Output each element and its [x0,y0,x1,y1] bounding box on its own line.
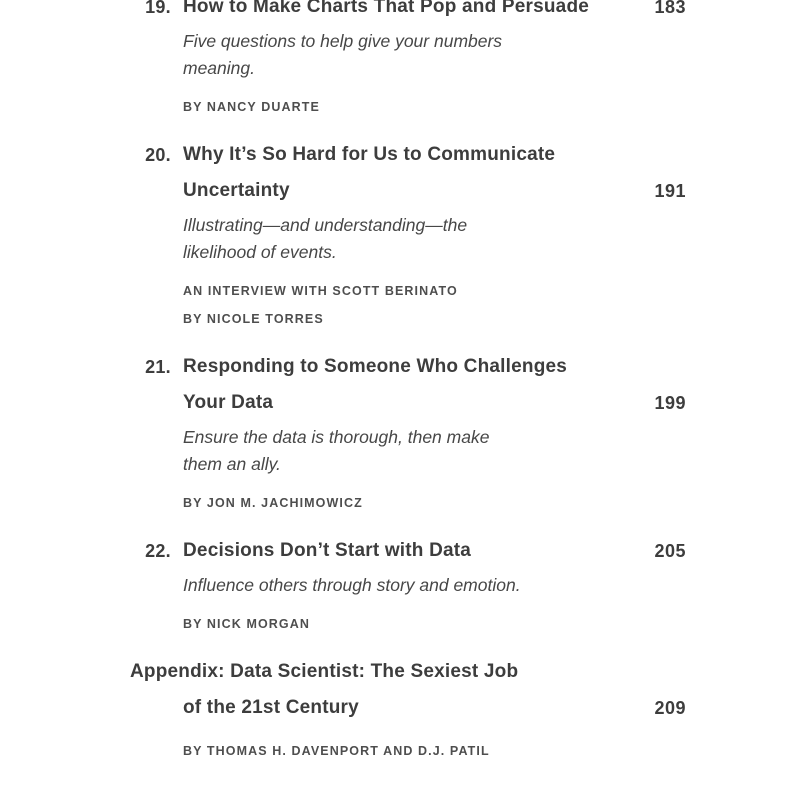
chapter-subtitle [183,28,686,82]
chapter-byline-line: BY NICOLE TORRES [183,312,324,326]
chapter-subtitle-line: Ensure the data is thorough, then make [183,427,490,447]
chapter-subtitle-line: Illustrating—and understanding—the [183,215,468,235]
chapter-byline [183,610,686,638]
page-number: 205 [654,541,686,561]
chapter-subtitle-line: Influence others through story and emotion. [183,575,521,595]
chapter-title-line: Decisions Don’t Start with Data [183,540,472,561]
toc-entry [130,533,686,638]
page-number: 191 [654,181,686,201]
toc-entry [130,137,686,333]
chapter-byline-line: AN INTERVIEW WITH SCOTT BERINATO [183,284,458,298]
chapter-title-line: Why It’s So Hard for Us to Communicate [183,144,556,165]
chapter-byline-line: BY THOMAS H. DAVENPORT AND D.J. PATIL [183,744,490,758]
chapter-subtitle [183,572,686,599]
chapter-subtitle-line: them an ally. [183,454,281,474]
chapter-byline [183,93,686,121]
page-number: 183 [654,0,686,17]
chapter-byline-line: BY NANCY DUARTE [183,100,320,114]
page-number: 209 [654,698,686,718]
chapter-number: 22. [145,541,171,561]
toc-entry-row [130,349,686,421]
chapter-title-line: Uncertainty [183,180,290,201]
toc-entry [130,349,686,517]
toc-entry-row [130,654,686,726]
chapter-title-line: Your Data [183,392,274,413]
chapter-title [183,137,620,209]
chapter-byline [183,489,686,517]
toc-entry-row [130,137,686,209]
chapter-byline-line: BY NICK MORGAN [183,617,310,631]
chapter-title-line: How to Make Charts That Pop and Persuade [183,0,590,17]
chapter-subtitle [183,424,686,478]
chapter-byline [183,737,686,765]
chapter-byline-line: BY JON M. JACHIMOWICZ [183,496,363,510]
chapter-title-line: of the 21st Century [183,697,359,718]
chapter-number: 21. [145,357,171,377]
toc-entry-row [130,533,686,569]
chapter-title-line: Appendix: Data Scientist: The Sexiest Job [130,661,519,682]
chapter-number: 20. [145,145,171,165]
chapter-subtitle-line: meaning. [183,58,255,78]
chapter-subtitle [183,212,686,266]
toc-entry [130,0,686,121]
chapter-title [183,533,620,569]
toc-entry-row [130,0,686,25]
chapter-subtitle-line: likelihood of events. [183,242,337,262]
chapter-title [130,654,620,726]
chapter-title [183,349,620,421]
table-of-contents [130,0,686,781]
chapter-number: 19. [145,0,171,17]
toc-entry [130,654,686,765]
chapter-byline [183,277,686,333]
chapter-title-line: Responding to Someone Who Challenges [183,356,568,377]
page-number: 199 [654,393,686,413]
chapter-subtitle-line: Five questions to help give your numbers [183,31,503,51]
chapter-title [183,0,620,25]
